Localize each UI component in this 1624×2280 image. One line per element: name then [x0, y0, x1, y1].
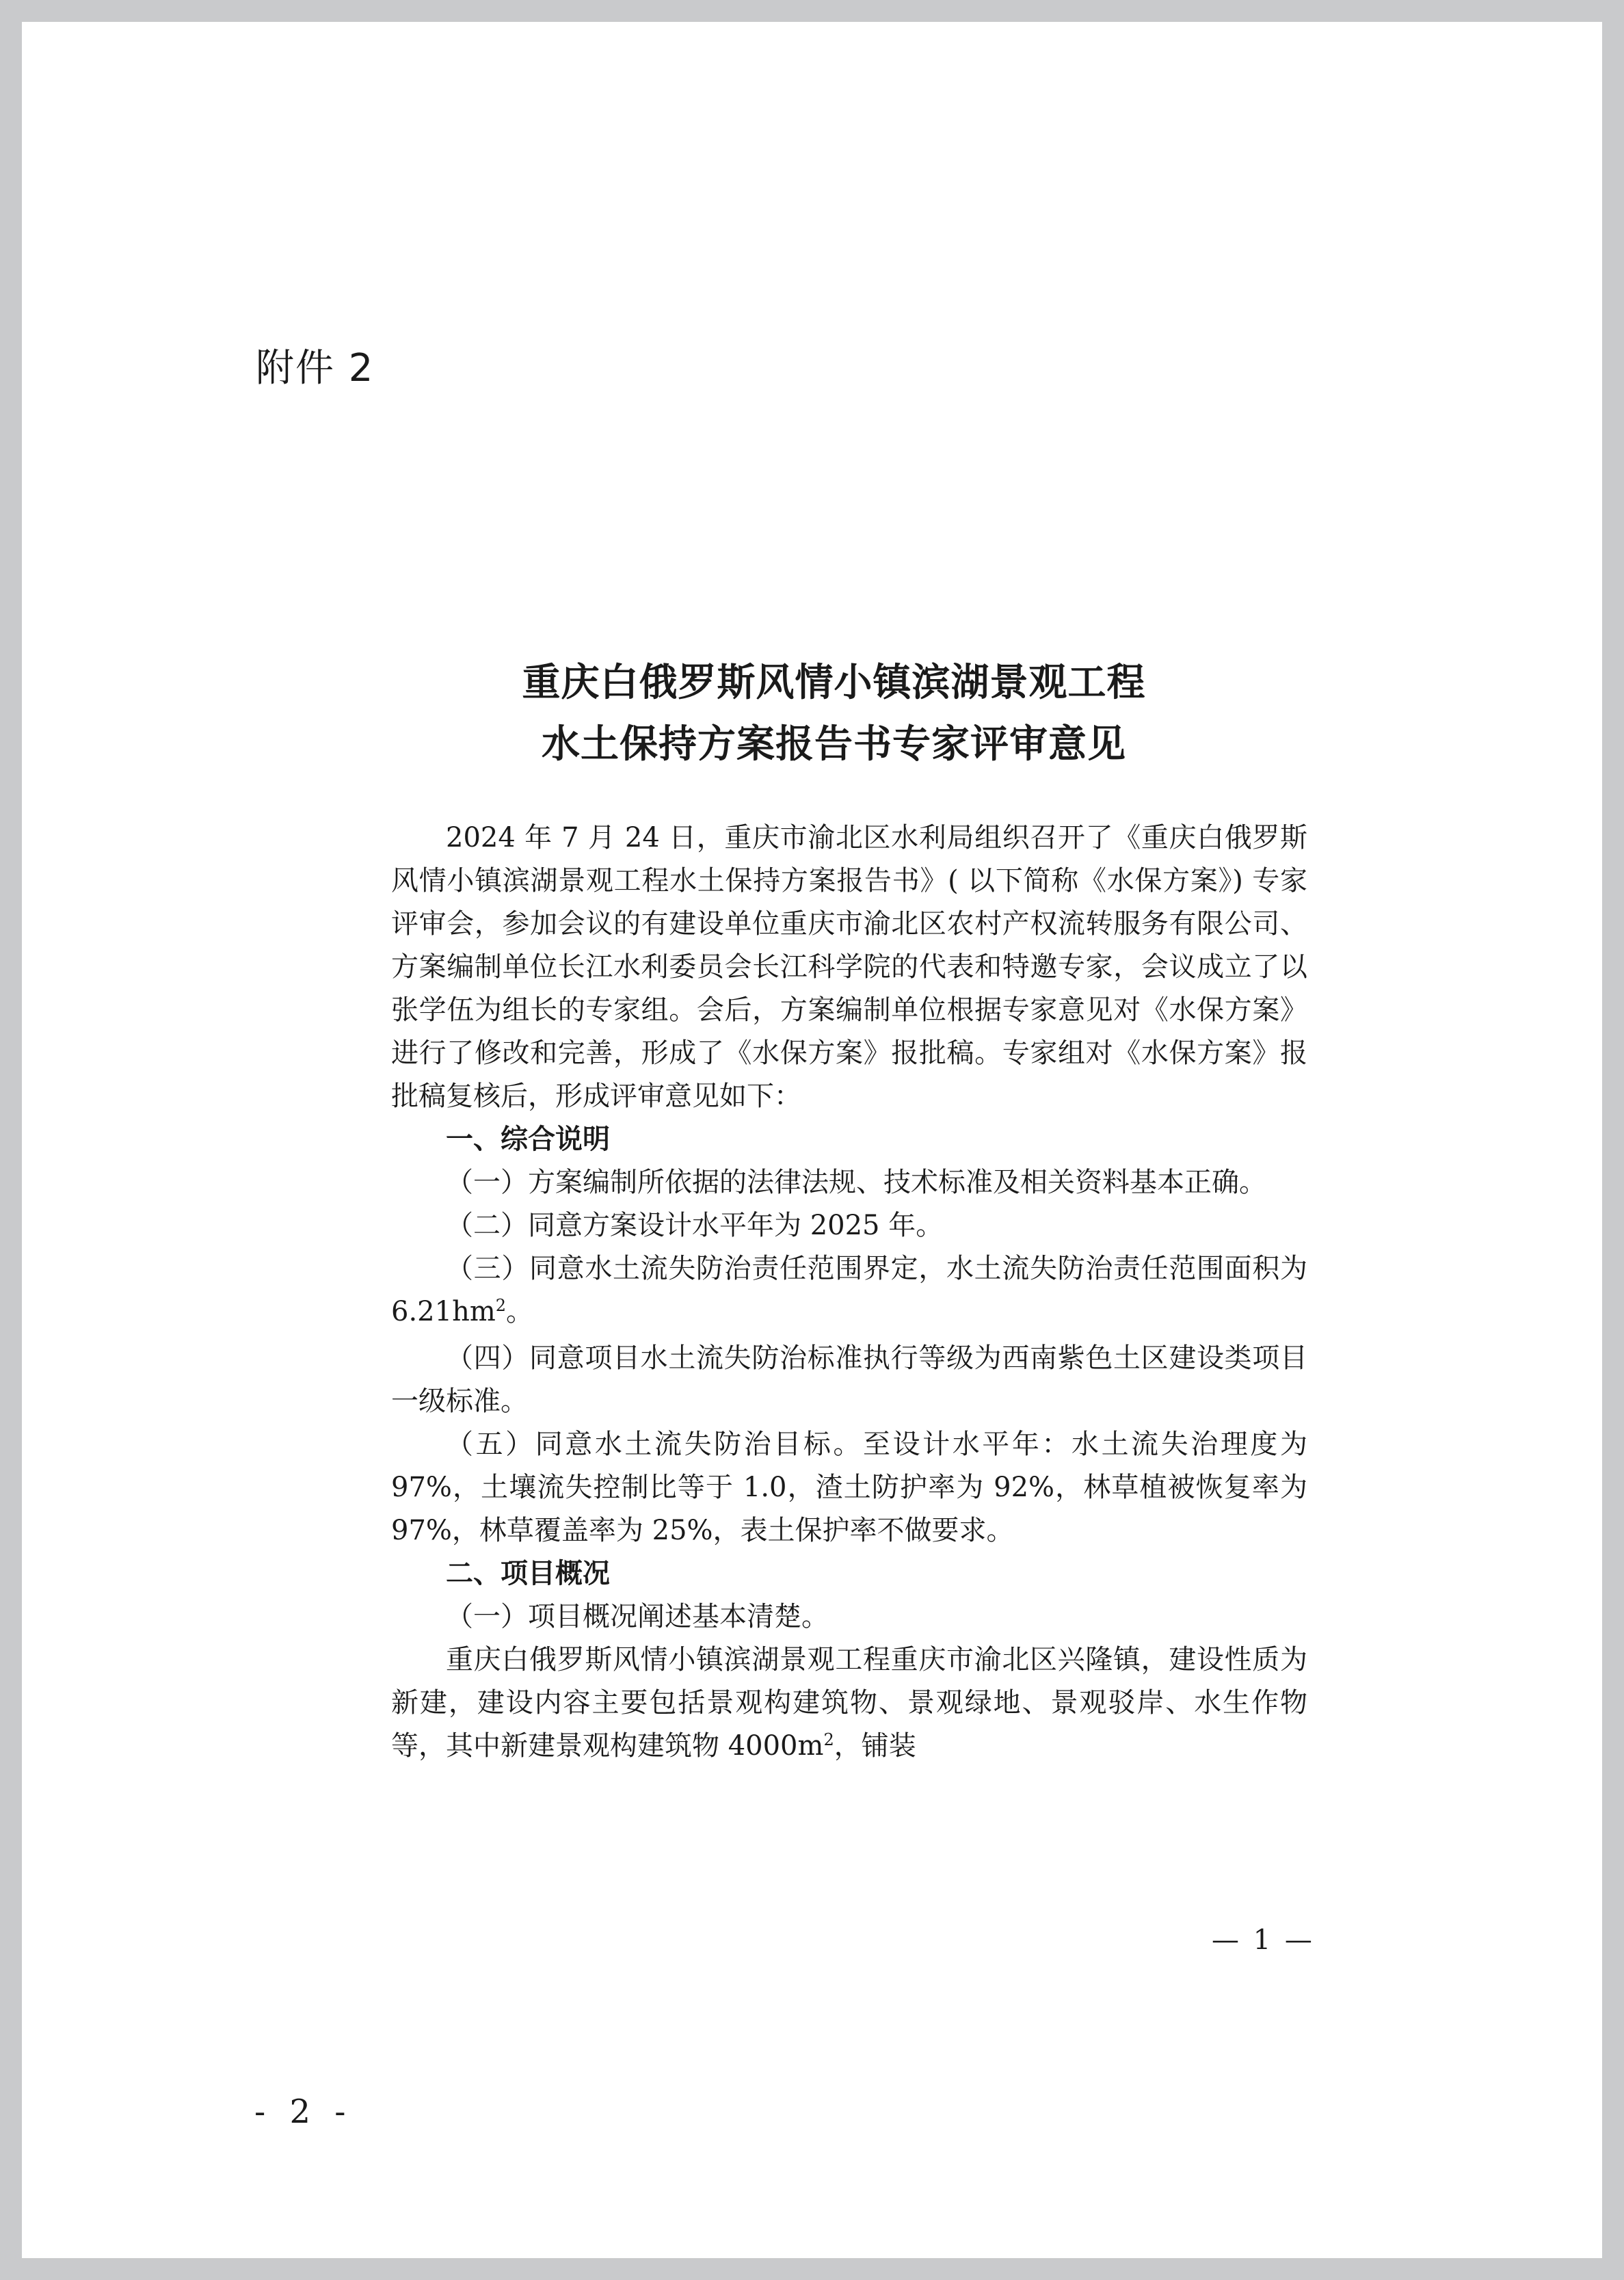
section-1-item-3: [391, 1247, 1307, 1337]
attachment-label: 附件 2: [256, 346, 375, 390]
section-1-item-5: （五）同意水土流失防治目标。至设计水平年：水土流失治理度为 97%，土壤流失控制比等于 1.0，渣土防护率为 92%，林草植被恢复率为 97%，林草覆盖率为 25%，表土保护率不做要求。: [391, 1429, 1307, 1546]
section-1-item-2: （二）同意方案设计水平年为 2025 年。: [446, 1210, 944, 1241]
section-2-item-1: （一）项目概况阐述基本清楚。: [446, 1601, 829, 1632]
title-line-1: 重庆白俄罗斯风情小镇滨湖景观工程: [522, 661, 1146, 705]
document-body: [391, 817, 1307, 1771]
section-1-item-3-end: 。: [506, 1296, 534, 1327]
outer-page-number: - 2 -: [254, 2093, 353, 2131]
document-page: [22, 22, 1602, 2258]
inner-page-number: — 1 —: [1212, 1924, 1315, 1956]
title-line-2: 水土保持方案报告书专家评审意见: [542, 722, 1126, 767]
section-1-item-3-text: （三）同意水土流失防治责任范围界定，水土流失防治责任范围面积为 6.21hm: [391, 1253, 1307, 1327]
section-2-paragraph-text: 重庆白俄罗斯风情小镇滨湖景观工程重庆市渝北区兴隆镇，建设性质为新建，建设内容主要包括景观构建筑物、景观绿地、景观驳岸、水生作物等，其中新建景观构建筑物 4000m: [391, 1644, 1307, 1762]
section-2-paragraph: [391, 1639, 1307, 1771]
section-2-paragraph-end: ，铺装: [834, 1730, 916, 1762]
section-1-heading: 一、综合说明: [446, 1124, 610, 1155]
superscript-2: 2: [495, 1296, 507, 1315]
intro-paragraph: 2024 年 7 月 24 日，重庆市渝北区水利局组织召开了《重庆白俄罗斯风情小镇滨湖景观工程水土保持方案报告书》( 以下简称《水保方案》) 专家评审会，参加会议的有建设单位重庆市渝北区农村产权流转服务有限公司、方案编制单位长江水利委员会长江科学院的代表和特邀专家，会议成立了以张学伍为组长的专家组。会后，方案编制单位根据专家意见对《水保方案》进行了修改和完善，形成了《水保方案》报批稿。专家组对《水保方案》报批稿复核后，形成评审意见如下：: [391, 822, 1307, 1112]
superscript-2: 2: [823, 1730, 834, 1749]
section-1-item-1: （一）方案编制所依据的法律法规、技术标准及相关资料基本正确。: [446, 1167, 1266, 1198]
section-1-item-4: （四）同意项目水土流失防治标准执行等级为西南紫色土区建设类项目一级标准。: [391, 1342, 1307, 1417]
section-2-heading: 二、项目概况: [446, 1558, 610, 1589]
